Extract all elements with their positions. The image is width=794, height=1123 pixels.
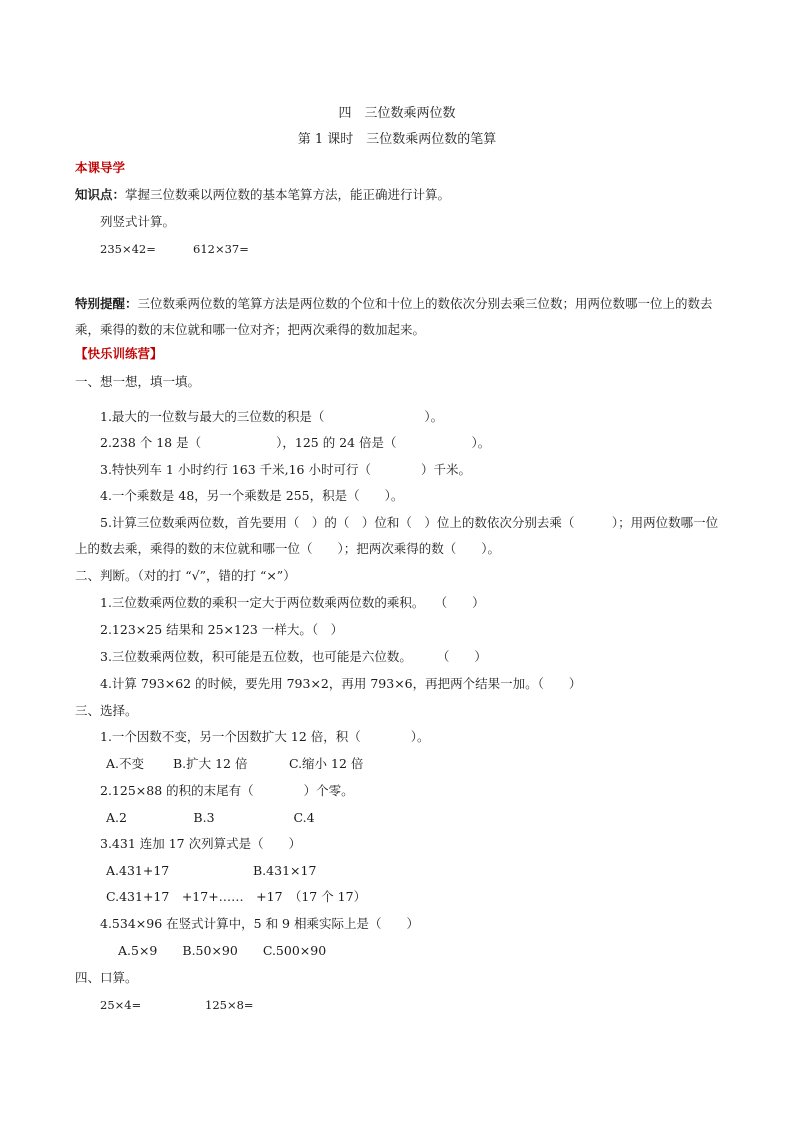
practice-label: 【快乐训练营】 xyxy=(75,346,163,361)
s3-question-3-option-a: A.431+17 xyxy=(106,863,170,878)
s3-question-2-options: A.2 B.3 C.4 xyxy=(106,810,315,825)
knowledge-label: 知识点： xyxy=(75,187,126,202)
s3-question-3-option-c: C.431+17 +17+…… +17 （17 个 17） xyxy=(106,889,367,904)
unit-title: 四 三位数乘两位数 xyxy=(338,106,456,121)
guide-label: 本课导学 xyxy=(75,160,126,175)
s3-question-1-options: A.不变 B.扩大 12 倍 C.缩小 12 倍 xyxy=(106,756,364,771)
s1-question-1: 1.最大的一位数与最大的三位数的积是（ ）。 xyxy=(100,409,444,424)
s1-question-3: 3.特快列车 1 小时约行 163 千米,16 小时可行（ ）千米。 xyxy=(100,462,471,477)
tip-label: 特别提醒： xyxy=(75,296,138,311)
tip-text: 三位数乘两位数的笔算方法是两位数的个位和十位上的数依次分别去乘三位数；用两位数哪一位上的数去乘，乘得的数的末位就和哪一位对齐；把两次乘得的数加起来。 xyxy=(75,296,713,337)
special-tip xyxy=(75,291,725,343)
s2-question-3: 3.三位数乘两位数，积可能是五位数，也可能是六位数。 （ ） xyxy=(100,649,487,664)
s1-question-2: 2.238 个 18 是（ ），125 的 24 倍是（ ）。 xyxy=(100,435,491,450)
s2-question-1: 1.三位数乘两位数的乘积一定大于两位数乘两位数的乘积。 （ ） xyxy=(100,595,485,610)
s3-question-3: 3.431 连加 17 次列算式是（ ） xyxy=(100,836,302,851)
guide-problem-2: 612×37= xyxy=(193,242,249,256)
section-4-title: 四、口算。 xyxy=(75,970,138,985)
section-1-title: 一、想一想，填一填。 xyxy=(75,374,201,389)
s3-question-1: 1.一个因数不变，另一个因数扩大 12 倍，积（ ）。 xyxy=(100,729,430,744)
knowledge-text: 掌握三位数乘以两位数的基本笔算方法，能正确进行计算。 xyxy=(125,187,451,202)
knowledge-point xyxy=(75,187,450,203)
s2-question-4: 4.计算 793×62 的时候，要先用 793×2，再用 793×6，再把两个结果一加。（ ） xyxy=(100,676,582,691)
s4-problem-1: 25×4= xyxy=(100,998,142,1012)
s1-question-5: 5.计算三位数乘两位数，首先要用（ ）的（ ）位和（ ）位上的数依次分别去乘（ ）；用两位数哪一位上的数去乘，乘得的数的末位就和哪一位（ ）；把两次乘得的数（ ）。 xyxy=(75,515,719,556)
s3-question-2: 2.125×88 的积的末尾有（ ）个零。 xyxy=(100,783,354,798)
s4-problem-2: 125×8= xyxy=(205,998,254,1012)
s3-question-4: 4.534×96 在竖式计算中，5 和 9 相乘实际上是（ ） xyxy=(100,916,419,931)
section-2-title: 二、判断。（对的打 “√”，错的打 “×”） xyxy=(75,568,296,583)
s3-question-3-option-b: B.431×17 xyxy=(253,863,317,878)
guide-task: 列竖式计算。 xyxy=(100,214,176,229)
s2-question-2: 2.123×25 结果和 25×123 一样大。（ ） xyxy=(100,622,344,637)
section-3-title: 三、选择。 xyxy=(75,703,138,718)
s3-question-4-options: A.5×9 B.50×90 C.500×90 xyxy=(118,943,327,958)
s1-question-4: 4.一个乘数是 48，另一个乘数是 255，积是（ ）。 xyxy=(100,488,404,503)
guide-problem-1: 235×42= xyxy=(100,242,156,256)
lesson-title: 第 1 课时 三位数乘两位数的笔算 xyxy=(297,132,497,147)
